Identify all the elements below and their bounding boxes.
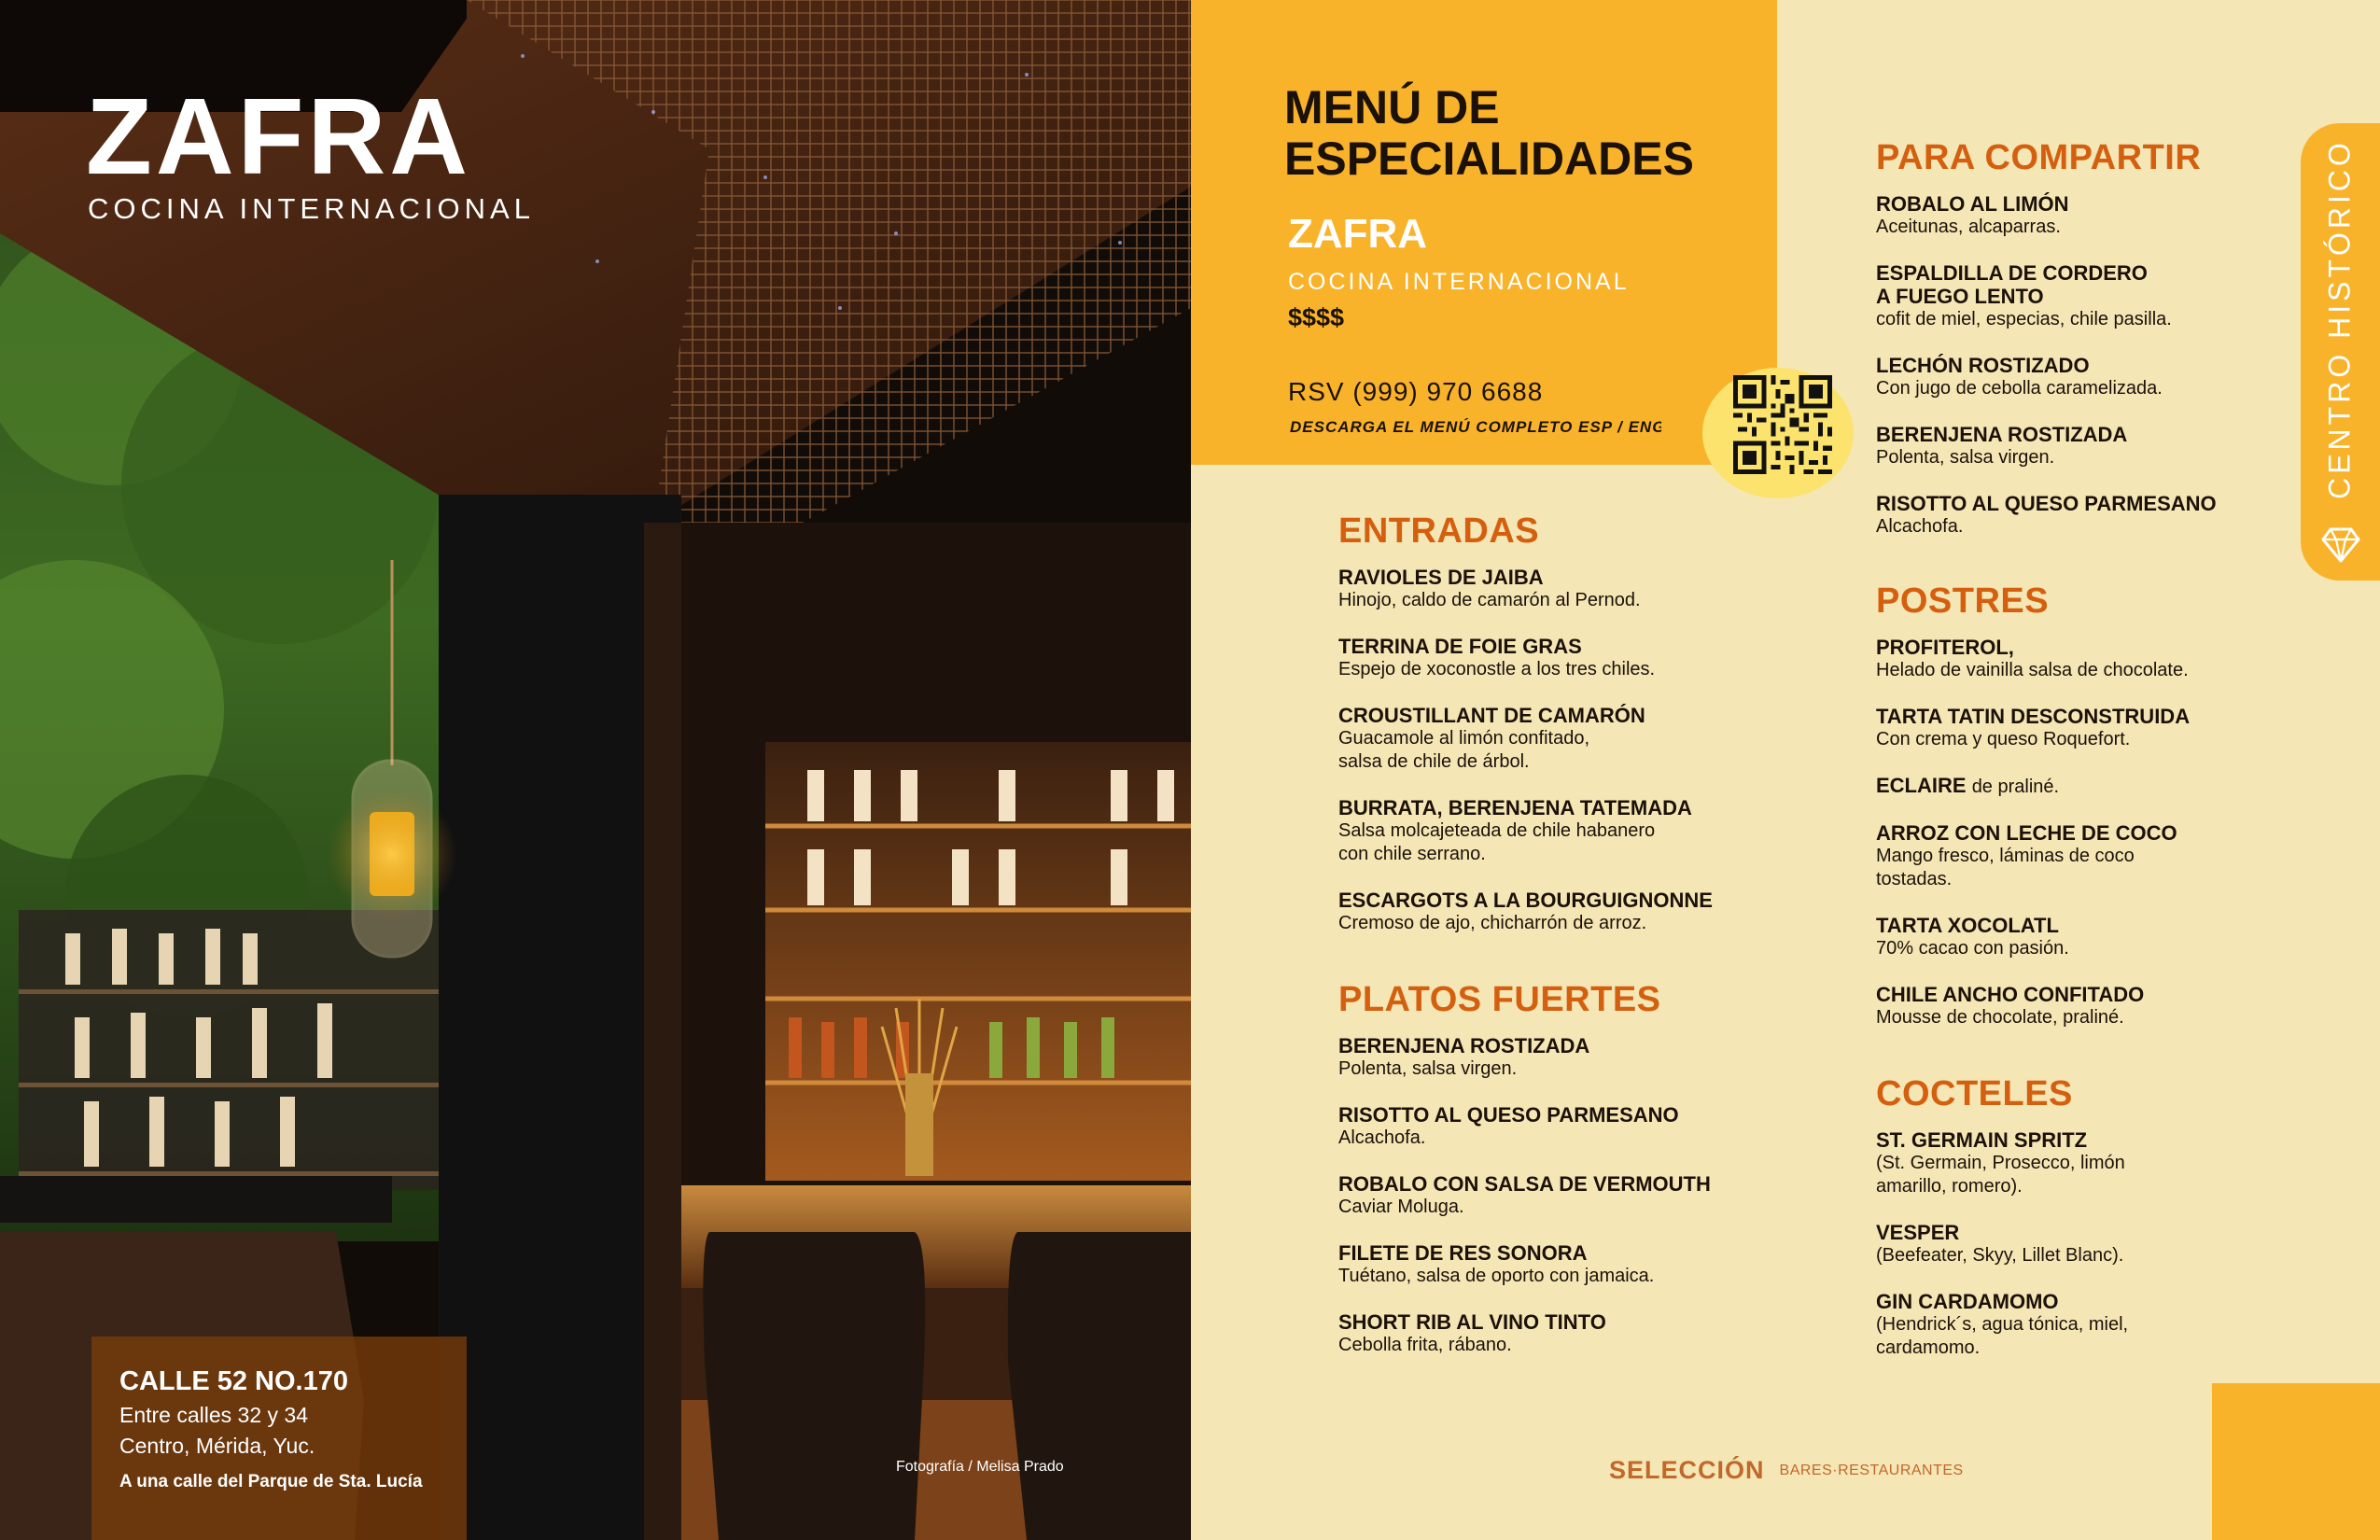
neighborhood-label: CENTRO HISTÓRICO — [2322, 139, 2357, 499]
dish-description: Guacamole al limón confitado, — [1338, 728, 1590, 749]
dish-description: de praliné. — [1971, 777, 2060, 797]
corner-accent — [2212, 1383, 2380, 1540]
menu-heading-line: ESPECIALIDADES — [1284, 133, 1694, 185]
dish-name: PROFITEROL, — [1876, 636, 2014, 659]
dish-name: ESCARGOTS A LA BOURGUIGNONNE — [1338, 889, 1713, 912]
neighborhood-tab — [2301, 123, 2380, 581]
dish-name: ESPALDILLA DE CORDERO — [1876, 261, 2148, 285]
section-title: COCTELES — [1876, 1074, 2073, 1113]
menu-brand: ZAFRA — [1288, 211, 1428, 257]
menu-item — [1338, 1310, 1711, 1357]
dish-description: Cremoso de ajo, chicharrón de arroz. — [1338, 913, 1647, 933]
section-entradas — [1338, 513, 1713, 958]
section-title: PARA COMPARTIR — [1876, 138, 2202, 177]
menu-item — [1876, 821, 2190, 891]
dish-name: ARROZ CON LECHE DE COCO — [1876, 821, 2177, 845]
dish-name: FILETE DE RES SONORA — [1338, 1241, 1588, 1265]
publisher-logo: SELECCIÓN — [1609, 1456, 1765, 1484]
menu-item — [1876, 983, 2190, 1029]
menu-item — [1876, 354, 2217, 400]
price-level: $$$$ — [1288, 303, 1345, 331]
dish-description: con chile serrano. — [1338, 844, 1486, 864]
menu-brand-subtitle: COCINA INTERNACIONAL — [1288, 269, 1630, 295]
section-title: PLATOS FUERTES — [1338, 980, 1661, 1019]
publisher-footer — [1609, 1456, 1964, 1485]
dish-name — [1876, 774, 2190, 799]
dish-description: cardamomo. — [1876, 1337, 1981, 1358]
dish-name: ST. GERMAIN SPRITZ — [1876, 1128, 2088, 1152]
menu-heading-line: MENÚ DE — [1284, 81, 1500, 133]
dish-description: tostadas. — [1876, 869, 1953, 889]
menu-item — [1876, 492, 2217, 539]
brand-title: ZAFRA — [86, 76, 472, 197]
download-menu-link[interactable]: DESCARGA EL MENÚ COMPLETO ESP / ENG — [1290, 418, 1666, 436]
menu-item — [1876, 1221, 2128, 1267]
menu-item — [1876, 1128, 2128, 1198]
dish-name: BERENJENA ROSTIZADA — [1338, 1034, 1590, 1057]
menu-item — [1876, 705, 2190, 751]
arrow-right-icon — [1661, 407, 1686, 444]
dish-name: TARTA XOCOLATL — [1876, 914, 2059, 937]
dish-description: Salsa molcajeteada de chile habanero — [1338, 820, 1656, 841]
brand-subtitle: COCINA INTERNACIONAL — [88, 192, 535, 225]
menu-item — [1338, 1034, 1711, 1081]
dish-name: RISOTTO AL QUESO PARMESANO — [1876, 492, 2217, 515]
menu-item — [1876, 261, 2217, 331]
dish-name: RISOTTO AL QUESO PARMESANO — [1338, 1103, 1679, 1127]
menu-item — [1338, 566, 1713, 612]
menu-item — [1876, 1290, 2128, 1360]
dish-name: ROBALO AL LIMÓN — [1876, 192, 2069, 216]
dish-name: CROUSTILLANT DE CAMARÓN — [1338, 704, 1645, 727]
publisher-tagline: BARES·RESTAURANTES — [1779, 1462, 1964, 1478]
dish-description: Tuétano, salsa de oporto con jamaica. — [1338, 1266, 1655, 1286]
menu-item — [1338, 1103, 1711, 1150]
menu-item — [1338, 704, 1713, 774]
section-title: POSTRES — [1876, 581, 2050, 621]
dish-description: Alcachofa. — [1876, 516, 1964, 537]
dish-name: BERENJENA ROSTIZADA — [1876, 423, 2128, 446]
dish-description: 70% cacao con pasión. — [1876, 938, 2069, 959]
menu-item — [1876, 192, 2217, 239]
dish-description: (St. Germain, Prosecco, limón — [1876, 1153, 2125, 1173]
dish-name: RAVIOLES DE JAIBA — [1338, 566, 1544, 589]
dish-name: VESPER — [1876, 1221, 1960, 1244]
dish-description: Con jugo de cebolla caramelizada. — [1876, 378, 2163, 399]
menu-item — [1876, 914, 2190, 960]
dish-name: LECHÓN ROSTIZADO — [1876, 354, 2090, 377]
menu-item — [1876, 423, 2217, 469]
menu-item — [1338, 889, 1713, 935]
dish-description: Alcachofa. — [1338, 1127, 1426, 1148]
dish-description: (Hendrick´s, agua tónica, miel, — [1876, 1314, 2129, 1335]
address-city: Centro, Mérida, Yuc. — [119, 1434, 315, 1458]
dish-description: Cebolla frita, rábano. — [1338, 1335, 1512, 1355]
address-cross-streets: Entre calles 32 y 34 — [119, 1403, 309, 1427]
dish-name-text: ECLAIRE — [1876, 774, 1967, 797]
dish-name: TARTA TATIN DESCONSTRUIDA — [1876, 705, 2191, 728]
dish-description: Caviar Moluga. — [1338, 1197, 1464, 1217]
qr-code-icon — [1733, 375, 1832, 474]
menu-heading — [1284, 82, 1694, 185]
dish-name: A FUEGO LENTO — [1876, 285, 2044, 308]
dish-description: cofit de miel, especias, chile pasilla. — [1876, 309, 2172, 329]
dish-description: amarillo, romero). — [1876, 1176, 2023, 1197]
menu-item — [1338, 1172, 1711, 1219]
dish-description: Helado de vainilla salsa de chocolate. — [1876, 660, 2189, 680]
dish-description: (Beefeater, Skyy, Lillet Blanc). — [1876, 1245, 2124, 1266]
dish-description: Polenta, salsa virgen. — [1338, 1058, 1518, 1079]
dish-description: Con crema y queso Roquefort. — [1876, 729, 2131, 749]
address-street: CALLE 52 NO.170 — [119, 1366, 348, 1396]
dish-description: Aceitunas, alcaparras. — [1876, 217, 2061, 237]
section-para-compartir — [1876, 140, 2217, 561]
section-cocteles — [1876, 1076, 2128, 1382]
menu-page — [1191, 0, 2380, 1540]
dish-name: BURRATA, BERENJENA TATEMADA — [1338, 796, 1692, 819]
section-postres — [1876, 583, 2190, 1052]
section-platos-fuertes — [1338, 982, 1711, 1379]
section-title: ENTRADAS — [1338, 511, 1540, 551]
dish-name: GIN CARDAMOMO — [1876, 1290, 2059, 1313]
photo-credit: Fotografía / Melisa Prado — [896, 1459, 1064, 1475]
dish-description: Polenta, salsa virgen. — [1876, 447, 2055, 468]
reservation-phone[interactable]: RSV (999) 970 6688 — [1288, 377, 1544, 406]
dish-description: Espejo de xoconostle a los tres chiles. — [1338, 659, 1656, 679]
menu-item — [1876, 636, 2190, 682]
menu-item — [1338, 635, 1713, 681]
menu-item — [1338, 796, 1713, 866]
diamond-icon — [2319, 526, 2362, 564]
dish-name: TERRINA DE FOIE GRAS — [1338, 635, 1582, 658]
dish-name: CHILE ANCHO CONFITADO — [1876, 983, 2145, 1006]
dish-name: ROBALO CON SALSA DE VERMOUTH — [1338, 1172, 1711, 1196]
dish-description: Hinojo, caldo de camarón al Pernod. — [1338, 590, 1641, 610]
address-box — [91, 1337, 467, 1540]
qr-code[interactable] — [1702, 368, 1854, 498]
dish-name: SHORT RIB AL VINO TINTO — [1338, 1310, 1606, 1334]
address-landmark: A una calle del Parque de Sta. Lucía — [119, 1472, 423, 1491]
menu-item — [1338, 1241, 1711, 1288]
dish-description: Mousse de chocolate, praliné. — [1876, 1007, 2124, 1028]
dish-description: Mango fresco, láminas de coco — [1876, 846, 2135, 866]
menu-item — [1876, 774, 2190, 799]
dish-description: salsa de chile de árbol. — [1338, 751, 1530, 772]
